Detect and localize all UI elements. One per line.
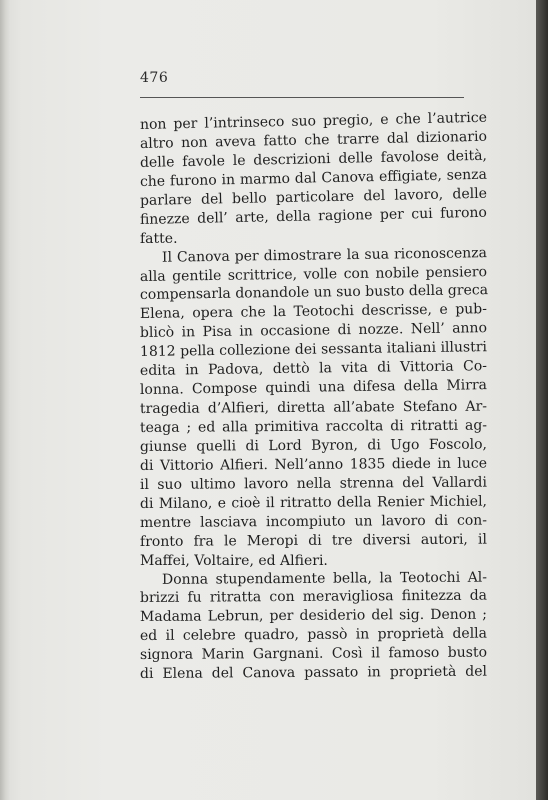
text-line: parlare del bello particolare del lavoro, delle <box>139 185 488 209</box>
text-line: altro non aveva fatto che trarre dal dizionario <box>139 128 488 152</box>
text-line: blicò in Pisa in occasione di nozze. Nell’ anno <box>139 320 488 342</box>
text-line: Il Canova per dimostrare la sua riconoscenza <box>161 244 488 266</box>
text-line: di Elena del Canova passato in proprietà del <box>139 663 488 683</box>
text-line: Donna stupendamente bella, la Teotochi Al- <box>161 569 488 588</box>
text-line: 1812 pella collezione dei sessanta italiani illustri <box>139 339 488 361</box>
text-line: fatte. <box>140 230 178 247</box>
text-line: giunse quelli di Lord Byron, di Ugo Foscolo, <box>139 436 488 455</box>
text-line: fronto fra le Meropi di tre diversi autori, il <box>139 531 488 550</box>
text-line: che furono in marmo dal Canova effigiate, senza <box>139 166 488 190</box>
text-line: Maffei, Voltaire, ed Alfieri. <box>140 552 328 569</box>
text-line: finezze dell’ arte, della ragione per cui furono <box>139 204 488 228</box>
text-line: signora Marin Gargnani. Così il famoso busto <box>139 644 488 664</box>
page-gutter-shadow <box>536 0 548 800</box>
text-line: delle favole le descrizioni delle favolose deità, <box>139 147 488 171</box>
text-line: di Milano, e cioè il ritratto della Renier Michiel, <box>139 493 488 512</box>
page-number: 476 <box>140 70 169 86</box>
text-line: lonna. Compose quindi una difesa della Mirra <box>139 377 488 399</box>
body-text <box>139 109 489 684</box>
header-rule <box>140 97 464 98</box>
text-line: Elena, opera che la Teotochi descrisse, e pub- <box>139 301 488 323</box>
text-line: teaga ; ed alla primitiva raccolta di ritratti ag- <box>139 417 488 436</box>
text-line: mentre lasciava incompiuto un lavoro di con- <box>139 512 488 531</box>
text-line: Madama Lebrun, per desiderio del sig. Denon ; <box>139 606 488 626</box>
text-line: il suo ultimo lavoro nella strenna del Vallardi <box>139 474 488 493</box>
text-line: alla gentile scrittrice, volle con nobile pensiero <box>139 263 488 285</box>
text-line: tragedia d’Alfieri, diretta all’abate Stefano Ar- <box>139 398 488 418</box>
text-line: compensarla donandole un suo busto della greca <box>139 282 489 304</box>
text-line: brizzi fu ritratta con meravigliosa finitezza da <box>139 588 488 607</box>
text-line: ed il celebre quadro, passò in proprietà della <box>139 625 488 645</box>
text-line: edita in Padova, dettò la vita di Vittoria Co- <box>139 358 488 380</box>
text-line: non per l’intrinseco suo pregio, e che l’autrice <box>139 109 488 133</box>
text-line: di Vittorio Alfieri. Nell’anno 1835 diede in luce <box>139 455 488 474</box>
page-left-edge <box>0 0 10 800</box>
